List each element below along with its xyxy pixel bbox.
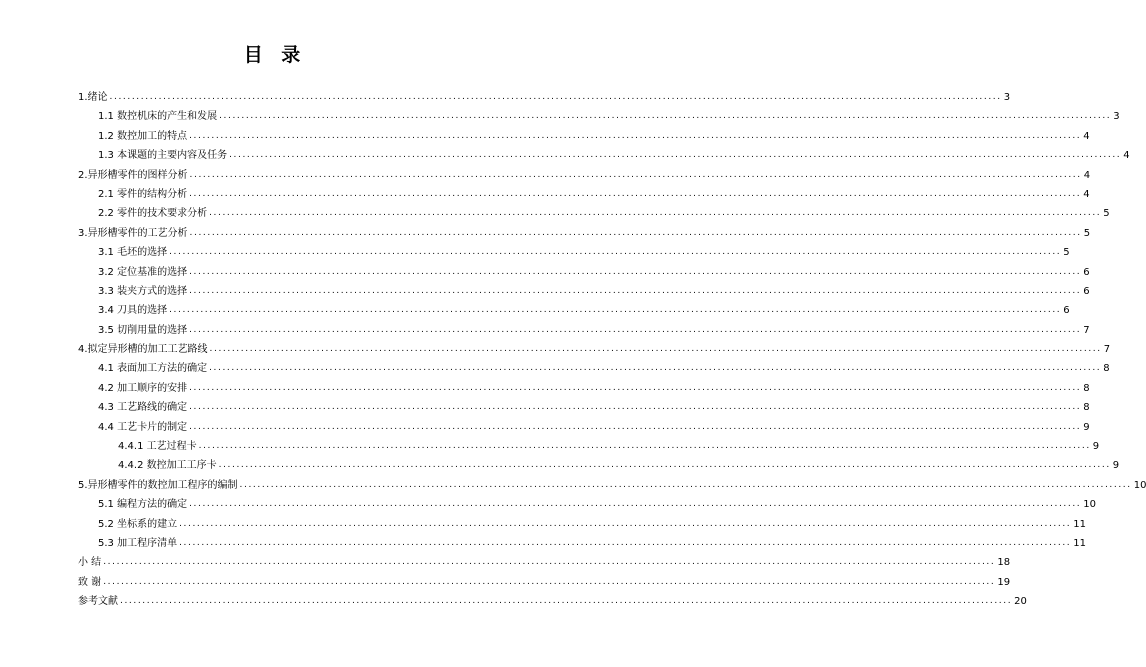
toc-entry[interactable] (78, 166, 1091, 185)
toc-entry[interactable] (78, 553, 1011, 572)
toc-leader-dots: ........................................................................................................................................................................................................ (189, 266, 1082, 277)
toc-entry[interactable] (78, 146, 1130, 165)
toc-entry-label: 3.2 定位基准的选择 (98, 266, 188, 278)
toc-leader-dots: ........................................................................................................................................................................................................ (229, 150, 1122, 161)
toc-page-number: 4 (1083, 188, 1090, 200)
toc-entry-label: 4.2 加工顺序的安排 (98, 382, 188, 394)
toc-entry[interactable] (78, 534, 1086, 553)
toc-leader-dots: ........................................................................................................................................................................................................ (209, 208, 1102, 219)
toc-entry-label: 3.异形槽零件的工艺分析 (78, 227, 188, 239)
toc-entry-label: 1.1 数控机床的产生和发展 (98, 111, 218, 123)
toc-entry-label: 2.2 零件的技术要求分析 (98, 208, 208, 220)
toc-entry[interactable] (78, 263, 1090, 282)
toc-entry[interactable] (78, 185, 1090, 204)
table-of-contents (78, 88, 1146, 612)
toc-page-number: 19 (997, 576, 1011, 588)
toc-entry-label: 参考文献 (78, 596, 118, 608)
toc-entry[interactable] (78, 398, 1090, 417)
toc-leader-dots: ........................................................................................................................................................................................................ (103, 576, 996, 587)
toc-leader-dots: ........................................................................................................................................................................................................ (189, 130, 1082, 141)
toc-page-number: 8 (1083, 382, 1090, 394)
toc-entry[interactable] (78, 88, 1011, 107)
toc-entry[interactable] (78, 204, 1110, 223)
toc-entry-label: 5.3 加工程序清单 (98, 537, 178, 549)
toc-leader-dots: ........................................................................................................................................................................................................ (189, 382, 1082, 393)
toc-leader-dots: ........................................................................................................................................................................................................ (189, 324, 1082, 335)
toc-leader-dots: ........................................................................................................................................................................................................ (189, 285, 1082, 296)
toc-leader-dots: ........................................................................................................................................................................................................ (179, 537, 1072, 548)
toc-leader-dots: ........................................................................................................................................................................................................ (189, 402, 1082, 413)
toc-page-number: 9 (1083, 421, 1090, 433)
toc-page-number: 5 (1063, 247, 1070, 259)
toc-title: 目 录 (243, 44, 307, 66)
toc-entry[interactable] (78, 592, 1027, 611)
toc-leader-dots: ........................................................................................................................................................................................................ (189, 499, 1082, 510)
toc-leader-dots: ........................................................................................................................................................................................................ (209, 363, 1102, 374)
toc-entry-label: 致 谢 (78, 576, 102, 588)
toc-leader-dots: ........................................................................................................................................................................................................ (169, 305, 1062, 316)
toc-entry-label: 2.1 零件的结构分析 (98, 188, 188, 200)
toc-entry[interactable] (78, 243, 1070, 262)
toc-entry-label: 1.绪论 (78, 91, 108, 103)
toc-entry[interactable] (78, 515, 1086, 534)
toc-page-number: 18 (997, 557, 1011, 569)
toc-leader-dots: ........................................................................................................................................................................................................ (189, 188, 1082, 199)
toc-page-number: 10 (1133, 479, 1146, 491)
toc-page-number: 11 (1073, 518, 1086, 530)
toc-entry[interactable] (78, 573, 1011, 592)
toc-page-number: 9 (1092, 441, 1100, 453)
toc-entry-label: 4.3 工艺路线的确定 (98, 402, 188, 414)
toc-entry[interactable] (78, 456, 1120, 475)
toc-entry[interactable] (78, 282, 1090, 301)
toc-page-number: 6 (1083, 285, 1090, 297)
toc-entry[interactable] (78, 437, 1100, 456)
toc-entry[interactable] (78, 418, 1090, 437)
toc-entry-label: 4.1 表面加工方法的确定 (98, 363, 208, 375)
toc-entry[interactable] (78, 495, 1096, 514)
toc-entry-label: 1.3 本课题的主要内容及任务 (98, 150, 228, 162)
toc-page-number: 7 (1103, 344, 1111, 356)
toc-entry[interactable] (78, 476, 1146, 495)
toc-page-number: 20 (1014, 596, 1027, 608)
toc-leader-dots: ........................................................................................................................................................................................................ (189, 421, 1082, 432)
toc-entry-label: 3.4 刀具的选择 (98, 305, 168, 317)
toc-leader-dots: ........................................................................................................................................................................................................ (219, 111, 1112, 122)
toc-entry[interactable] (78, 224, 1091, 243)
toc-page-number: 9 (1112, 460, 1120, 472)
toc-page-number: 3 (1113, 111, 1120, 123)
toc-entry-label: 4.4 工艺卡片的制定 (98, 421, 188, 433)
toc-leader-dots: ........................................................................................................................................................................................................ (218, 460, 1111, 471)
toc-entry[interactable] (78, 379, 1090, 398)
toc-entry[interactable] (78, 301, 1070, 320)
toc-page-number: 6 (1083, 266, 1090, 278)
toc-leader-dots: ........................................................................................................................................................................................................ (169, 247, 1062, 258)
toc-page-number: 3 (1003, 91, 1011, 103)
toc-entry[interactable] (78, 107, 1120, 126)
toc-leader-dots: ........................................................................................................................................................................................................ (103, 557, 996, 568)
toc-leader-dots: ........................................................................................................................................................................................................ (189, 227, 1082, 238)
toc-entry-label: 4.4.1 工艺过程卡 (118, 441, 197, 453)
toc-page-number: 5 (1083, 227, 1091, 239)
toc-page-number: 4 (1123, 150, 1130, 162)
toc-page-number: 7 (1083, 324, 1090, 336)
toc-entry-label: 3.3 装夹方式的选择 (98, 285, 188, 297)
toc-entry-label: 5.1 编程方法的确定 (98, 499, 188, 511)
toc-leader-dots: ........................................................................................................................................................................................................ (120, 596, 1013, 607)
toc-entry-label: 4.拟定异形槽的加工工艺路线 (78, 344, 208, 356)
toc-leader-dots: ........................................................................................................................................................................................................ (109, 91, 1002, 102)
toc-page-number: 5 (1103, 208, 1110, 220)
toc-entry-label: 1.2 数控加工的特点 (98, 130, 188, 142)
toc-page-number: 10 (1083, 499, 1096, 511)
toc-leader-dots: ........................................................................................................................................................................................................ (239, 479, 1132, 490)
toc-leader-dots: ........................................................................................................................................................................................................ (189, 169, 1082, 180)
toc-entry[interactable] (78, 340, 1111, 359)
toc-entry-label: 4.4.2 数控加工工序卡 (118, 460, 217, 472)
toc-page-number: 8 (1103, 363, 1110, 375)
toc-leader-dots: ........................................................................................................................................................................................................ (209, 344, 1102, 355)
toc-entry[interactable] (78, 127, 1090, 146)
toc-page-number: 11 (1073, 537, 1086, 549)
toc-page-number: 4 (1083, 169, 1091, 181)
toc-entry-label: 小 结 (78, 557, 102, 569)
toc-entry-label: 5.2 坐标系的建立 (98, 518, 178, 530)
toc-entry[interactable] (78, 321, 1090, 340)
toc-leader-dots: ........................................................................................................................................................................................................ (179, 518, 1072, 529)
toc-page-number: 8 (1083, 402, 1090, 414)
toc-entry[interactable] (78, 359, 1110, 378)
toc-entry-label: 2.异形槽零件的图样分析 (78, 169, 188, 181)
toc-page-number: 6 (1063, 305, 1070, 317)
toc-leader-dots: ........................................................................................................................................................................................................ (198, 441, 1091, 452)
toc-page-number: 4 (1083, 130, 1090, 142)
toc-entry-label: 3.5 切削用量的选择 (98, 324, 188, 336)
toc-entry-label: 5.异形槽零件的数控加工程序的编制 (78, 479, 238, 491)
toc-entry-label: 3.1 毛坯的选择 (98, 247, 168, 259)
